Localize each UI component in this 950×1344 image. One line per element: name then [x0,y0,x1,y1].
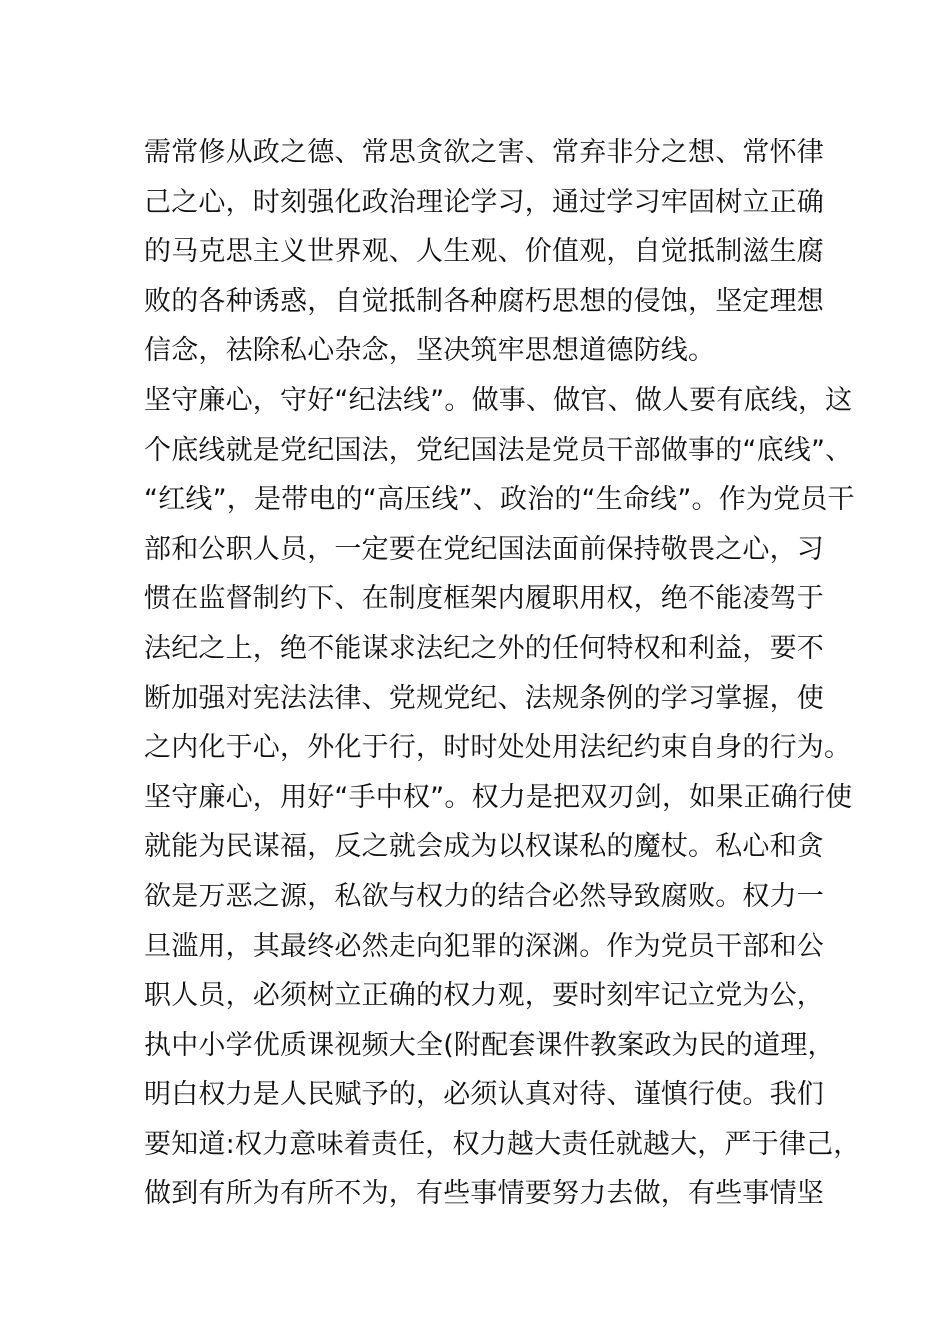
text-line-2: 己之心，时刻强化政治理论学习，通过学习牢固树立正确 [144,186,824,218]
text-line-11: 法纪之上，绝不能谋求法纪之外的任何特权和利益，要不 [144,632,824,664]
text-line-12: 断加强对宪法法律、党规党纪、法规条例的学习掌握，使 [144,682,824,714]
text-line-13: 之内化于心，外化于行，时时处处用法纪约束自身的行为。 [144,732,852,764]
text-line-4: 败的各种诱惑，自觉抵制各种腐朽思想的侵蚀，坚定理想 [144,285,824,317]
text-line-17: 旦滥用，其最终必然走向犯罪的深渊。作为党员干部和公 [144,930,824,962]
text-line-9: 部和公职人员，一定要在党纪国法面前保持敬畏之心，习 [144,533,824,565]
text-line-7: 个底线就是党纪国法，党纪国法是党员干部做事的“底线”、 [144,434,853,466]
text-line-22: 做到有所为有所不为，有些事情要努力去做，有些事情坚 [144,1178,824,1210]
text-line-19: 执中小学优质课视频大全(附配套课件教案政为民的道理， [144,1029,835,1061]
text-line-16: 欲是万恶之源，私欲与权力的结合必然导致腐败。权力一 [144,880,824,912]
text-line-8: “红线”，是带电的“高压线”、政治的“生命线”。作为党员干 [144,484,855,516]
text-line-20: 明白权力是人民赋予的，必须认真对待、谨慎行使。我们 [144,1079,824,1111]
body-text [144,128,861,1219]
text-line-5: 信念，祛除私心杂念，坚决筑牢思想道德防线。 [144,335,716,367]
text-line-18: 职人员，必须树立正确的权力观，要时刻牢记立党为公， [144,980,824,1012]
text-line-21: 要知道:权力意味着责任，权力越大责任就越大，严于律己， [144,1128,861,1160]
text-line-6: 坚守廉心，守好“纪法线”。做事、做官、做人要有底线，这 [144,384,853,416]
text-line-1: 需常修从政之德、常思贪欲之害、常弃非分之想、常怀律 [144,137,824,168]
text-line-15: 就能为民谋福，反之就会成为以权谋私的魔杖。私心和贪 [144,831,824,863]
text-line-10: 惯在监督制约下、在制度框架内履职用权，绝不能凌驾于 [144,583,824,615]
text-line-3: 的马克思主义世界观、人生观、价值观，自觉抵制滋生腐 [144,236,824,268]
text-line-14: 坚守廉心，用好“手中权”。权力是把双刃剑，如果正确行使 [144,781,853,813]
